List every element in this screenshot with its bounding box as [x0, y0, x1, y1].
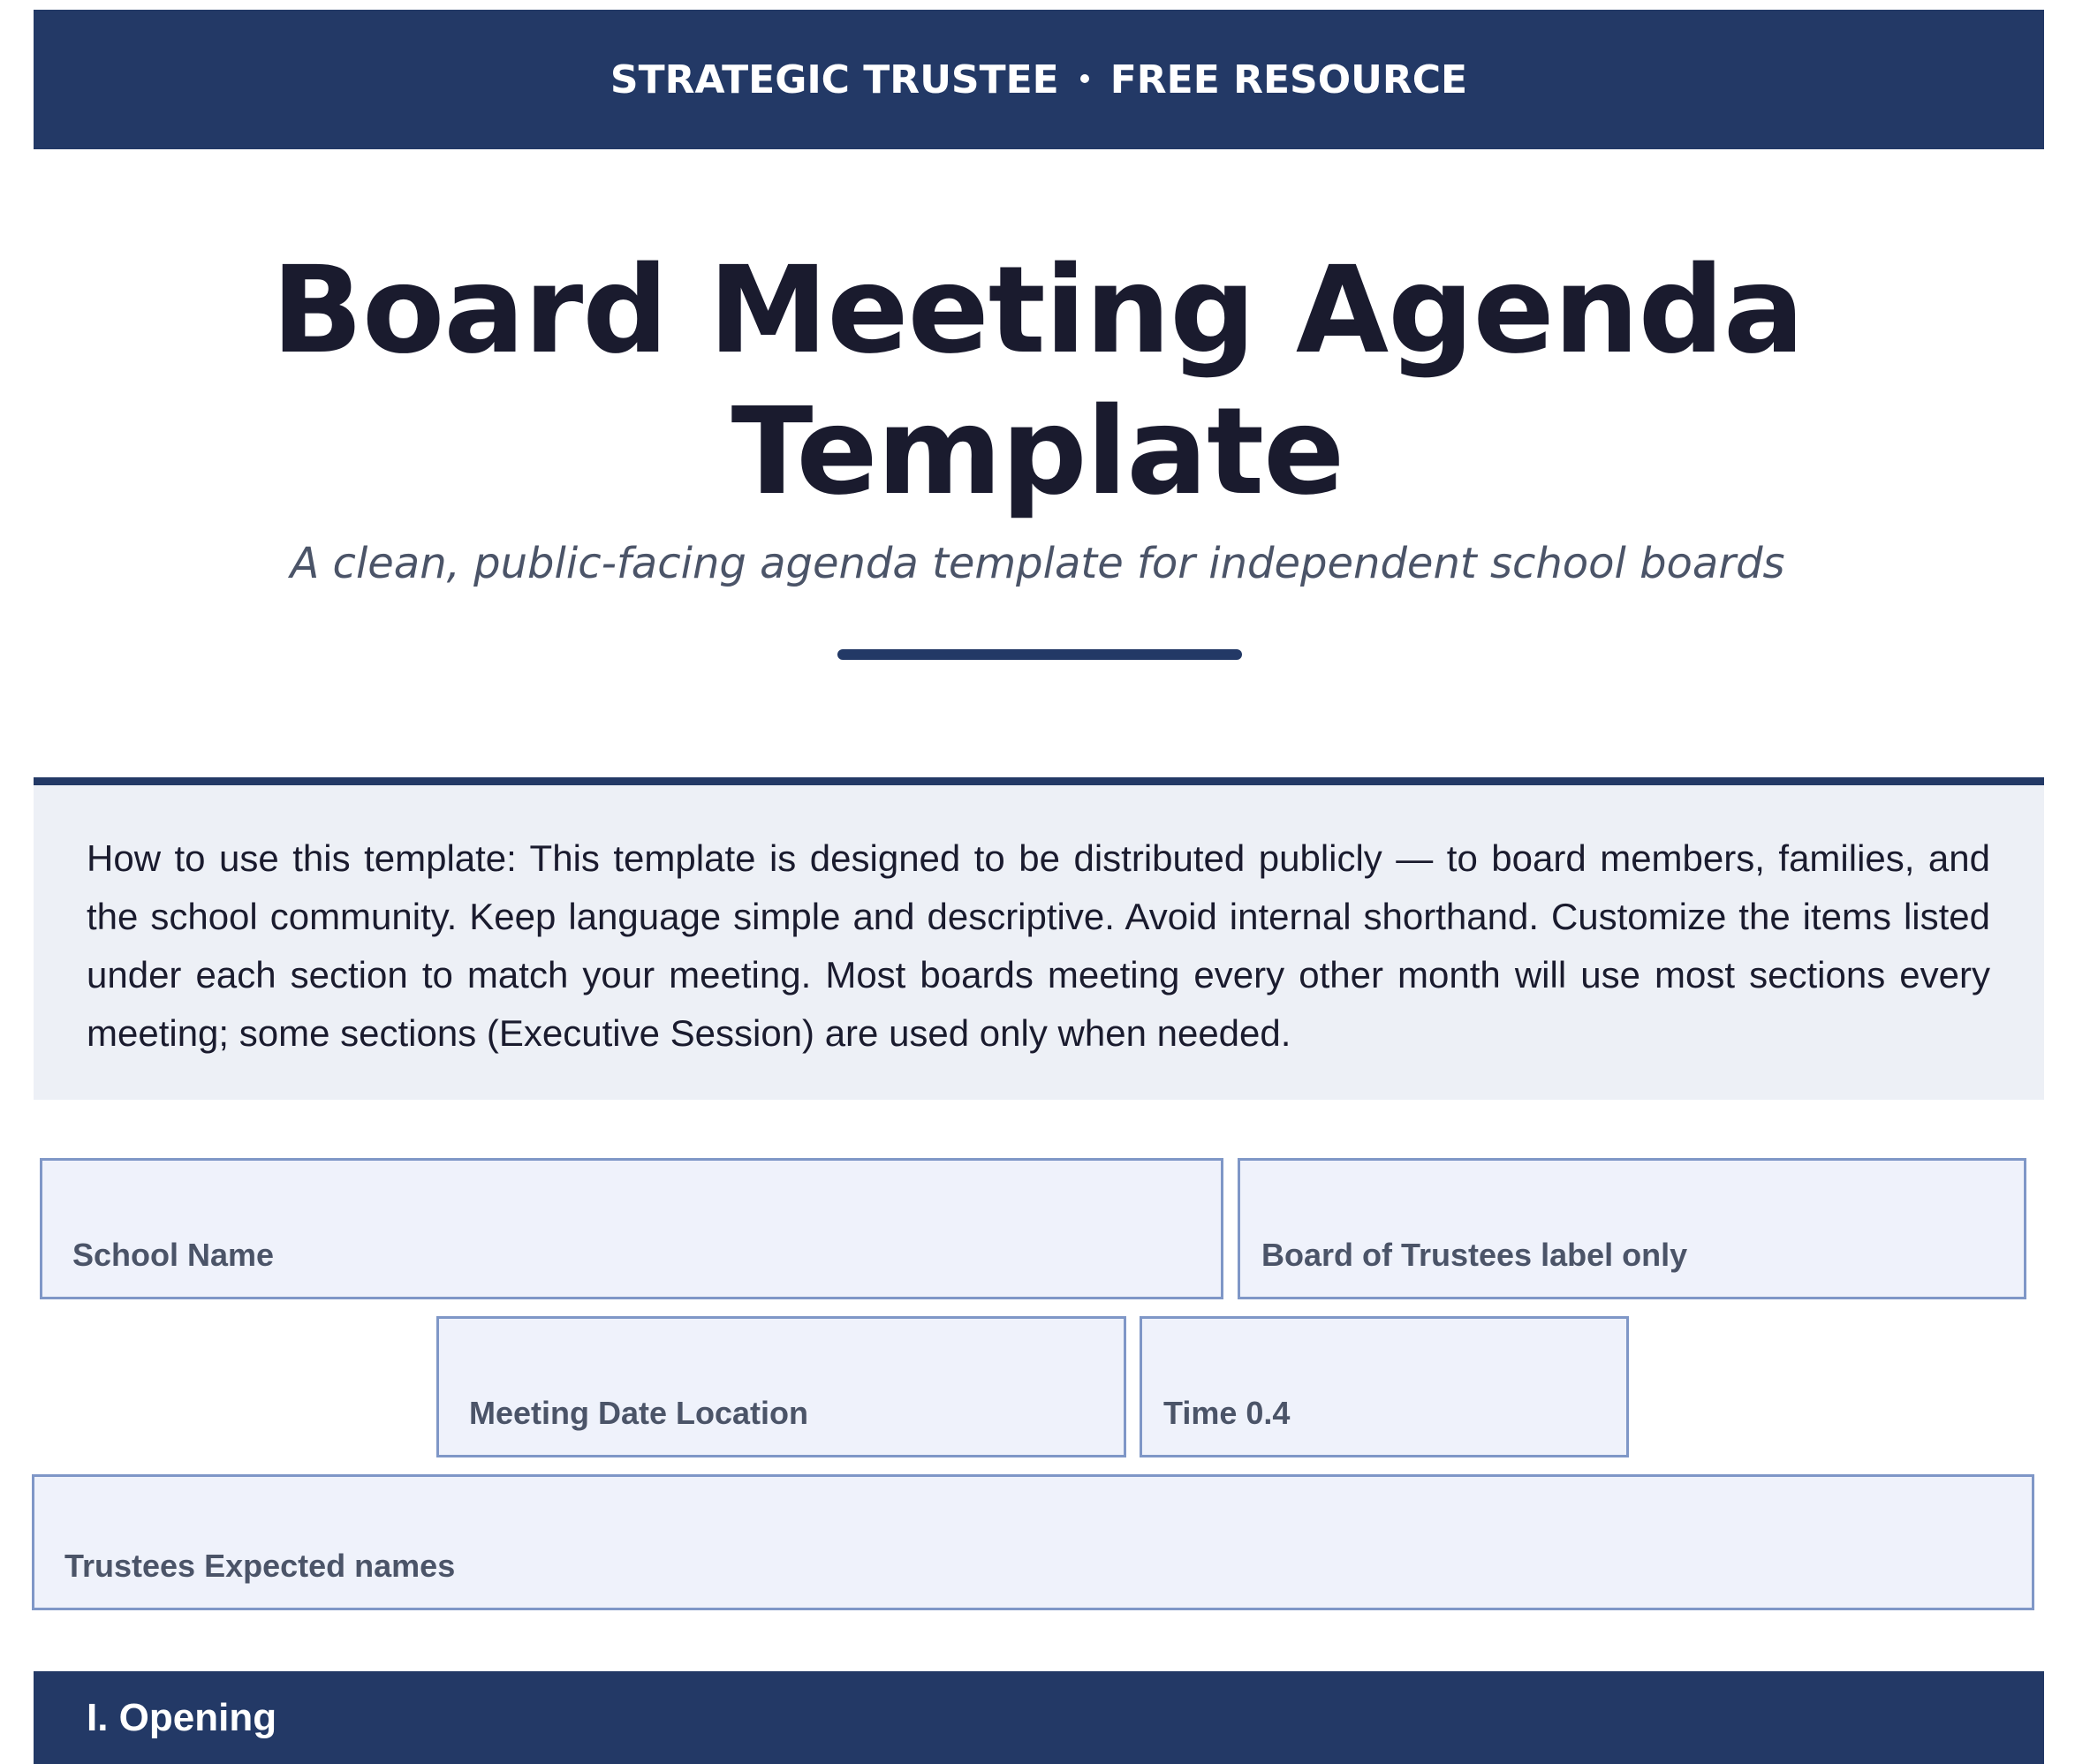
page-title-line-1: Board Meeting Agenda [271, 241, 1804, 381]
bullet-separator-icon [1080, 74, 1089, 83]
school-name-label: School Name [72, 1237, 275, 1273]
board-label-label: Board of Trustees label only [1261, 1237, 1688, 1273]
trustees-expected-label: Trustees Expected names [64, 1548, 456, 1584]
page-title-line-2: Template [731, 382, 1344, 522]
school-name-field[interactable] [40, 1158, 1223, 1299]
title-divider [837, 649, 1242, 660]
board-label-field[interactable] [1238, 1158, 2026, 1299]
top-banner [34, 10, 2044, 149]
how-to-use-text: How to use this template: This template is designed to be distributed publicly — to board members, families, and the school community. Keep language simple and descriptive. Avoid internal shorthand. Customize the items listed under each section to match your meeting. Most boards meeting every other month will use most sections every meeting; some sections (Executive Session) are used only when needed. [87, 837, 1990, 1054]
section-title: I. Opening [87, 1696, 277, 1739]
banner-text [610, 57, 1467, 102]
meeting-time-field[interactable] [1140, 1316, 1629, 1457]
banner-resource-label: FREE RESOURCE [1109, 57, 1468, 102]
page-subtitle: A clean, public-facing agenda template for independent school boards [290, 539, 1785, 588]
meeting-date-location-label: Meeting Date Location [469, 1395, 809, 1431]
trustees-expected-field[interactable] [32, 1474, 2034, 1610]
banner-brand: STRATEGIC TRUSTEE [610, 57, 1059, 102]
page-title [0, 240, 2075, 523]
section-header-opening [34, 1671, 2044, 1764]
how-to-use-panel [34, 777, 2044, 1100]
meeting-time-label: Time 0.4 [1163, 1395, 1291, 1431]
meeting-date-location-field[interactable] [436, 1316, 1126, 1457]
